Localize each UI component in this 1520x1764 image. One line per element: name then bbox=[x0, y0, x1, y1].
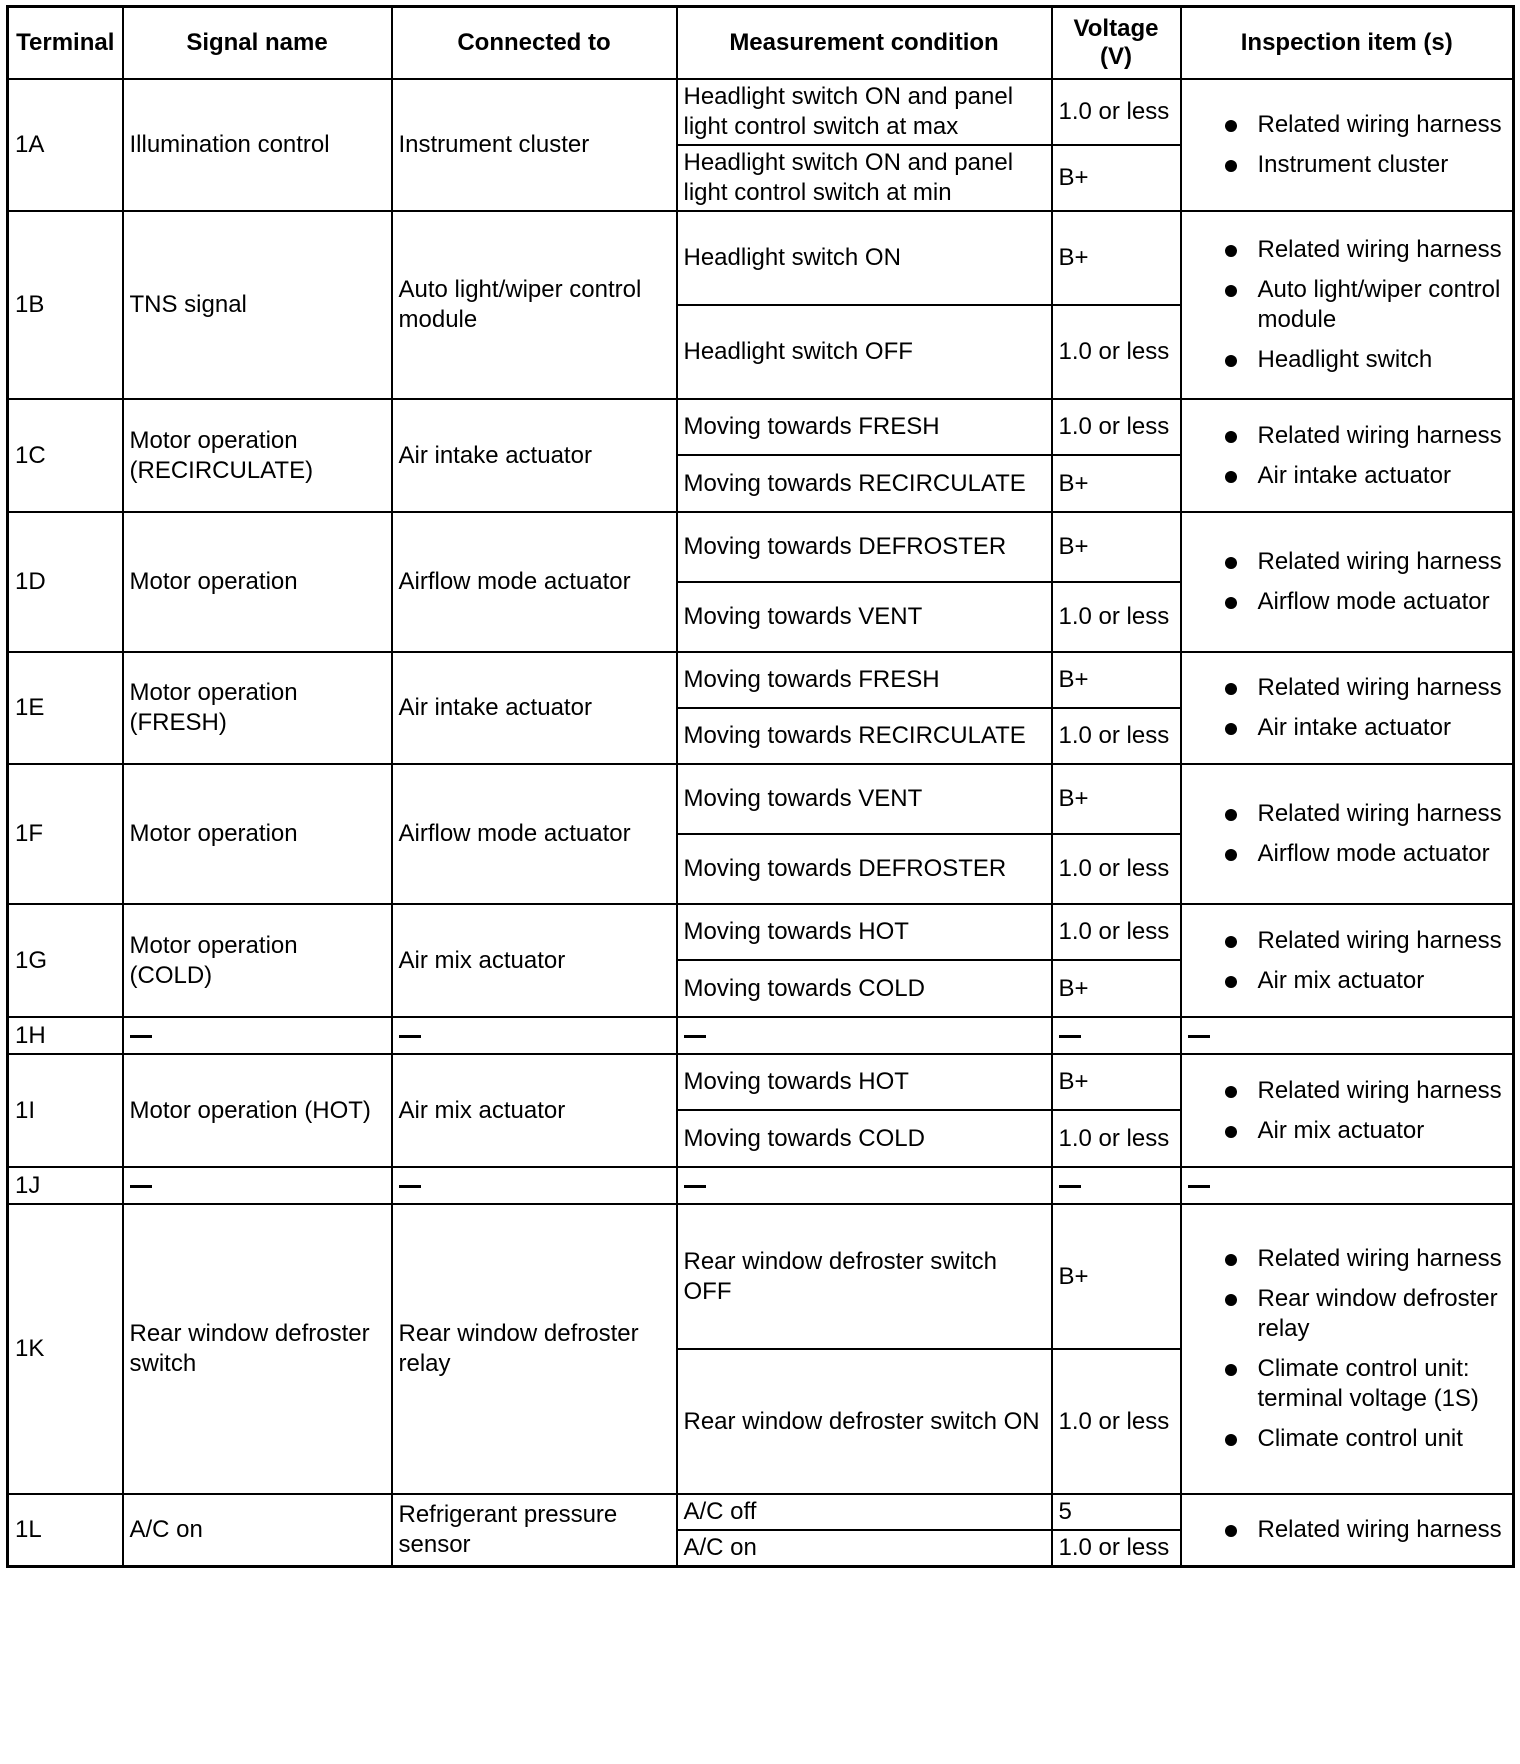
signal-name-cell: TNS signal bbox=[123, 211, 392, 399]
inspection-item: Related wiring harness bbox=[1222, 1515, 1507, 1545]
inspection-items-cell bbox=[1181, 211, 1514, 399]
terminal-cell: 1E bbox=[8, 652, 123, 764]
inspection-list bbox=[1222, 799, 1507, 869]
dash-mark bbox=[684, 1035, 706, 1038]
voltage-cell: B+ bbox=[1052, 764, 1181, 834]
empty-cell bbox=[1181, 1017, 1514, 1054]
inspection-items-cell bbox=[1181, 1054, 1514, 1167]
inspection-list bbox=[1222, 547, 1507, 617]
measurement-condition-cell: Moving towards FRESH bbox=[677, 652, 1052, 708]
inspection-item: Related wiring harness bbox=[1222, 1244, 1507, 1274]
dash-mark bbox=[684, 1185, 706, 1188]
dash-mark bbox=[399, 1185, 421, 1188]
empty-cell bbox=[1052, 1017, 1181, 1054]
voltage-cell: B+ bbox=[1052, 960, 1181, 1017]
table-row bbox=[8, 1167, 1514, 1204]
voltage-cell: B+ bbox=[1052, 1054, 1181, 1110]
connected-to-cell: Rear window defroster relay bbox=[392, 1204, 677, 1494]
connected-to-cell: Air intake actuator bbox=[392, 652, 677, 764]
terminal-cell: 1A bbox=[8, 79, 123, 211]
inspection-items-cell bbox=[1181, 652, 1514, 764]
voltage-cell: B+ bbox=[1052, 652, 1181, 708]
dash-mark bbox=[399, 1035, 421, 1038]
voltage-cell: B+ bbox=[1052, 455, 1181, 512]
connected-to-cell: Air mix actuator bbox=[392, 1054, 677, 1167]
terminal-cell: 1J bbox=[8, 1167, 123, 1204]
inspection-list bbox=[1222, 1076, 1507, 1146]
inspection-list bbox=[1222, 673, 1507, 743]
terminal-cell: 1B bbox=[8, 211, 123, 399]
measurement-condition-cell: Moving towards HOT bbox=[677, 1054, 1052, 1110]
voltage-cell: 1.0 or less bbox=[1052, 79, 1181, 145]
terminal-cell: 1C bbox=[8, 399, 123, 512]
inspection-item: Auto light/wiper control module bbox=[1222, 275, 1507, 335]
empty-cell bbox=[1181, 1167, 1514, 1204]
header-terminal: Terminal bbox=[8, 7, 123, 80]
table-body bbox=[8, 79, 1514, 1567]
header-row bbox=[8, 7, 1514, 80]
inspection-item: Related wiring harness bbox=[1222, 799, 1507, 829]
empty-cell bbox=[392, 1017, 677, 1054]
inspection-items-cell bbox=[1181, 764, 1514, 904]
voltage-cell: 1.0 or less bbox=[1052, 305, 1181, 399]
voltage-cell: 1.0 or less bbox=[1052, 1530, 1181, 1567]
measurement-condition-cell: Headlight switch ON bbox=[677, 211, 1052, 305]
table-container bbox=[6, 5, 1512, 1568]
inspection-items-cell bbox=[1181, 1494, 1514, 1567]
signal-name-cell: Motor operation (HOT) bbox=[123, 1054, 392, 1167]
inspection-item: Related wiring harness bbox=[1222, 235, 1507, 265]
inspection-list bbox=[1222, 1244, 1507, 1454]
inspection-item: Related wiring harness bbox=[1222, 110, 1507, 140]
inspection-list bbox=[1222, 110, 1507, 180]
voltage-cell: 1.0 or less bbox=[1052, 399, 1181, 455]
header-voltage: Voltage (V) bbox=[1052, 7, 1181, 80]
inspection-item: Related wiring harness bbox=[1222, 1076, 1507, 1106]
measurement-condition-cell: A/C on bbox=[677, 1530, 1052, 1567]
table-row bbox=[8, 512, 1514, 582]
measurement-condition-cell: Moving towards COLD bbox=[677, 1110, 1052, 1167]
signal-name-cell: Motor operation (COLD) bbox=[123, 904, 392, 1017]
table-row bbox=[8, 1017, 1514, 1054]
inspection-items-cell bbox=[1181, 512, 1514, 652]
inspection-list bbox=[1222, 421, 1507, 491]
measurement-condition-cell: Headlight switch ON and panel light control switch at min bbox=[677, 145, 1052, 211]
signal-name-cell: Rear window defroster switch bbox=[123, 1204, 392, 1494]
inspection-item: Air mix actuator bbox=[1222, 966, 1507, 996]
header-measurement-condition: Measurement condition bbox=[677, 7, 1052, 80]
terminal-cell: 1L bbox=[8, 1494, 123, 1567]
signal-name-cell: Illumination control bbox=[123, 79, 392, 211]
inspection-list bbox=[1222, 926, 1507, 996]
measurement-condition-cell: Moving towards COLD bbox=[677, 960, 1052, 1017]
signal-name-cell: Motor operation bbox=[123, 764, 392, 904]
table-row bbox=[8, 1494, 1514, 1530]
connected-to-cell: Air intake actuator bbox=[392, 399, 677, 512]
inspection-item: Air intake actuator bbox=[1222, 713, 1507, 743]
voltage-cell: 1.0 or less bbox=[1052, 904, 1181, 960]
voltage-cell: B+ bbox=[1052, 512, 1181, 582]
inspection-item: Related wiring harness bbox=[1222, 421, 1507, 451]
inspection-list bbox=[1222, 235, 1507, 375]
voltage-cell: B+ bbox=[1052, 211, 1181, 305]
table-row bbox=[8, 211, 1514, 305]
terminal-cell: 1I bbox=[8, 1054, 123, 1167]
measurement-condition-cell: Moving towards HOT bbox=[677, 904, 1052, 960]
table-row bbox=[8, 1054, 1514, 1110]
inspection-item: Related wiring harness bbox=[1222, 926, 1507, 956]
empty-cell bbox=[123, 1167, 392, 1204]
empty-cell bbox=[677, 1017, 1052, 1054]
empty-cell bbox=[392, 1167, 677, 1204]
voltage-cell: 1.0 or less bbox=[1052, 582, 1181, 652]
voltage-cell: 5 bbox=[1052, 1494, 1181, 1530]
signal-name-cell: A/C on bbox=[123, 1494, 392, 1567]
voltage-cell: 1.0 or less bbox=[1052, 1349, 1181, 1494]
table-row bbox=[8, 399, 1514, 455]
terminal-cell: 1F bbox=[8, 764, 123, 904]
voltage-cell: 1.0 or less bbox=[1052, 708, 1181, 764]
measurement-condition-cell: Rear window defroster switch OFF bbox=[677, 1204, 1052, 1349]
terminal-cell: 1K bbox=[8, 1204, 123, 1494]
inspection-item: Related wiring harness bbox=[1222, 547, 1507, 577]
inspection-item: Airflow mode actuator bbox=[1222, 839, 1507, 869]
inspection-item: Climate control unit bbox=[1222, 1424, 1507, 1454]
terminal-cell: 1D bbox=[8, 512, 123, 652]
voltage-cell: B+ bbox=[1052, 1204, 1181, 1349]
inspection-item: Climate control unit: terminal voltage (1S) bbox=[1222, 1354, 1507, 1414]
measurement-condition-cell: Moving towards RECIRCULATE bbox=[677, 708, 1052, 764]
dash-mark bbox=[130, 1035, 152, 1038]
header-connected-to: Connected to bbox=[392, 7, 677, 80]
connected-to-cell: Auto light/wiper control module bbox=[392, 211, 677, 399]
dash-mark bbox=[1188, 1035, 1210, 1038]
inspection-item: Air mix actuator bbox=[1222, 1116, 1507, 1146]
connected-to-cell: Airflow mode actuator bbox=[392, 512, 677, 652]
measurement-condition-cell: Moving towards VENT bbox=[677, 764, 1052, 834]
terminal-cell: 1G bbox=[8, 904, 123, 1017]
measurement-condition-cell: Moving towards FRESH bbox=[677, 399, 1052, 455]
signal-name-cell: Motor operation (FRESH) bbox=[123, 652, 392, 764]
inspection-item: Headlight switch bbox=[1222, 345, 1507, 375]
inspection-item: Air intake actuator bbox=[1222, 461, 1507, 491]
measurement-condition-cell: Moving towards VENT bbox=[677, 582, 1052, 652]
connected-to-cell: Airflow mode actuator bbox=[392, 764, 677, 904]
dash-mark bbox=[1059, 1035, 1081, 1038]
measurement-condition-cell: Moving towards RECIRCULATE bbox=[677, 455, 1052, 512]
empty-cell bbox=[677, 1167, 1052, 1204]
voltage-cell: 1.0 or less bbox=[1052, 834, 1181, 904]
empty-cell bbox=[123, 1017, 392, 1054]
header-signal-name: Signal name bbox=[123, 7, 392, 80]
measurement-condition-cell: Headlight switch ON and panel light control switch at max bbox=[677, 79, 1052, 145]
measurement-condition-cell: Moving towards DEFROSTER bbox=[677, 512, 1052, 582]
table-row bbox=[8, 904, 1514, 960]
inspection-list bbox=[1222, 1515, 1507, 1545]
table-row bbox=[8, 1204, 1514, 1349]
empty-cell bbox=[1052, 1167, 1181, 1204]
signal-name-cell: Motor operation bbox=[123, 512, 392, 652]
dash-mark bbox=[1059, 1185, 1081, 1188]
header-inspection-items: Inspection item (s) bbox=[1181, 7, 1514, 80]
measurement-condition-cell: Headlight switch OFF bbox=[677, 305, 1052, 399]
connected-to-cell: Instrument cluster bbox=[392, 79, 677, 211]
dash-mark bbox=[130, 1185, 152, 1188]
terminal-cell: 1H bbox=[8, 1017, 123, 1054]
inspection-items-cell bbox=[1181, 1204, 1514, 1494]
dash-mark bbox=[1188, 1185, 1210, 1188]
inspection-items-cell bbox=[1181, 904, 1514, 1017]
signal-name-cell: Motor operation (RECIRCULATE) bbox=[123, 399, 392, 512]
inspection-items-cell bbox=[1181, 79, 1514, 211]
connected-to-cell: Air mix actuator bbox=[392, 904, 677, 1017]
inspection-item: Airflow mode actuator bbox=[1222, 587, 1507, 617]
table-row bbox=[8, 79, 1514, 145]
terminal-voltage-table bbox=[6, 5, 1515, 1568]
voltage-cell: B+ bbox=[1052, 145, 1181, 211]
table-row bbox=[8, 764, 1514, 834]
voltage-cell: 1.0 or less bbox=[1052, 1110, 1181, 1167]
measurement-condition-cell: Moving towards DEFROSTER bbox=[677, 834, 1052, 904]
measurement-condition-cell: Rear window defroster switch ON bbox=[677, 1349, 1052, 1494]
table-row bbox=[8, 652, 1514, 708]
inspection-items-cell bbox=[1181, 399, 1514, 512]
measurement-condition-cell: A/C off bbox=[677, 1494, 1052, 1530]
inspection-item: Related wiring harness bbox=[1222, 673, 1507, 703]
inspection-item: Rear window defroster relay bbox=[1222, 1284, 1507, 1344]
connected-to-cell: Refrigerant pressure sensor bbox=[392, 1494, 677, 1567]
inspection-item: Instrument cluster bbox=[1222, 150, 1507, 180]
